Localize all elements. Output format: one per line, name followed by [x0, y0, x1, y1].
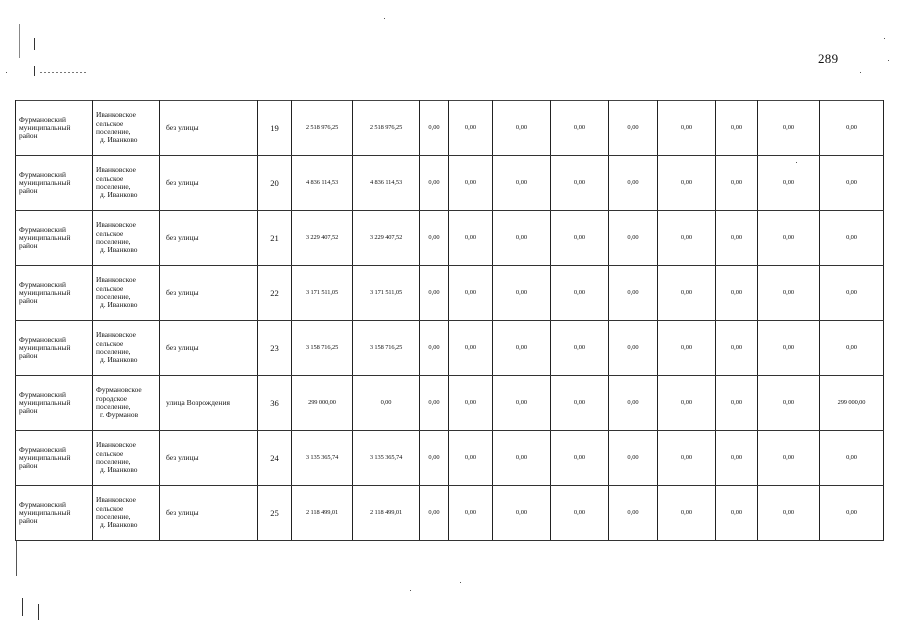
value-cell: 0,00: [609, 266, 658, 321]
district-line: муниципальный: [19, 177, 71, 187]
value-cell: 0,00: [551, 156, 609, 211]
value-cell: 0,00: [551, 101, 609, 156]
street-cell: без улицы: [160, 156, 258, 211]
value-cell: 0,00: [449, 101, 493, 156]
last-value-cell: 0,00: [820, 431, 884, 486]
last-value-cell: 0,00: [820, 101, 884, 156]
settlement-cell: [93, 156, 160, 211]
district-line: район: [19, 131, 38, 141]
settlement-line: Иванковское: [96, 110, 136, 120]
street-cell: без улицы: [160, 431, 258, 486]
table-row: [16, 101, 884, 156]
value-cell: 0,00: [449, 486, 493, 541]
value-cell: 0,00: [658, 431, 716, 486]
value-cell: 0,00: [493, 211, 551, 266]
value-cell: 0,00: [420, 156, 449, 211]
scan-mark: [16, 540, 17, 576]
district-line: район: [19, 516, 38, 526]
scan-dot: [888, 60, 889, 61]
total-cost-cell: 3 229 407,52: [292, 211, 353, 266]
value-cell: 0,00: [449, 376, 493, 431]
settlement-line: Иванковское: [96, 220, 136, 230]
settlement-cell: [93, 211, 160, 266]
last-value-cell: 0,00: [820, 211, 884, 266]
settlement-line: сельское: [96, 228, 124, 238]
district-line: район: [19, 241, 38, 251]
value-cell: 0,00: [449, 321, 493, 376]
settlement-cell: [93, 486, 160, 541]
settlement-line: поселение,: [96, 237, 131, 246]
settlement-line: Иванковское: [96, 165, 136, 175]
value-cell: 0,00: [420, 211, 449, 266]
district-line: район: [19, 186, 38, 196]
settlement-line: г. Фурманов: [100, 410, 139, 420]
last-value-cell: 0,00: [820, 486, 884, 541]
table-row: [16, 156, 884, 211]
total-cost-cell: 2 518 976,25: [292, 101, 353, 156]
value-cell: 0,00: [449, 156, 493, 211]
district-line: муниципальный: [19, 287, 71, 297]
value-cell: 0,00: [493, 431, 551, 486]
last-value-cell: 0,00: [820, 266, 884, 321]
value-cell: 0,00: [758, 431, 820, 486]
settlement-line: сельское: [96, 338, 124, 348]
district-cell: [16, 376, 93, 431]
settlement-line: поселение,: [96, 347, 131, 356]
settlement-line: д. Иванково: [100, 300, 138, 310]
settlement-line: поселение,: [96, 402, 131, 411]
settlement-line: сельское: [96, 448, 124, 458]
value-cell: 0,00: [609, 101, 658, 156]
street-cell: улица Возрождения: [160, 376, 258, 431]
district-line: муниципальный: [19, 232, 71, 242]
settlement-line: городское: [96, 393, 128, 403]
table-row: [16, 376, 884, 431]
settlement-line: сельское: [96, 118, 124, 128]
settlement-line: д. Иванково: [100, 245, 138, 255]
settlement-line: сельское: [96, 173, 124, 183]
amount-cell: 2 118 499,01: [353, 486, 420, 541]
value-cell: 0,00: [716, 101, 758, 156]
value-cell: 0,00: [716, 266, 758, 321]
value-cell: 0,00: [609, 486, 658, 541]
value-cell: 0,00: [551, 266, 609, 321]
amount-cell: 3 171 511,05: [353, 266, 420, 321]
table-row: [16, 431, 884, 486]
value-cell: 0,00: [493, 376, 551, 431]
settlement-line: поселение,: [96, 457, 131, 466]
settlement-line: сельское: [96, 283, 124, 293]
amount-cell: 3 135 365,74: [353, 431, 420, 486]
settlement-line: д. Иванково: [100, 355, 138, 365]
settlement-line: Иванковское: [96, 440, 136, 450]
table-row: [16, 266, 884, 321]
row-number-cell: 24: [258, 431, 292, 486]
value-cell: 0,00: [758, 266, 820, 321]
scan-mark: [38, 604, 39, 620]
street-cell: без улицы: [160, 266, 258, 321]
value-cell: 0,00: [716, 156, 758, 211]
last-value-cell: 299 000,00: [820, 376, 884, 431]
street-cell: без улицы: [160, 101, 258, 156]
value-cell: 0,00: [493, 156, 551, 211]
value-cell: 0,00: [420, 486, 449, 541]
row-number-cell: 36: [258, 376, 292, 431]
value-cell: 0,00: [716, 486, 758, 541]
district-cell: [16, 101, 93, 156]
scan-dot: [460, 582, 461, 583]
value-cell: 0,00: [449, 211, 493, 266]
district-line: Фурмановский: [19, 389, 66, 399]
value-cell: 0,00: [493, 101, 551, 156]
amount-cell: 3 229 407,52: [353, 211, 420, 266]
district-line: муниципальный: [19, 397, 71, 407]
district-line: муниципальный: [19, 452, 71, 462]
settlement-cell: [93, 266, 160, 321]
settlement-line: Фурмановское: [96, 385, 142, 395]
value-cell: 0,00: [609, 156, 658, 211]
value-cell: 0,00: [658, 266, 716, 321]
value-cell: 0,00: [551, 486, 609, 541]
row-number-cell: 21: [258, 211, 292, 266]
value-cell: 0,00: [493, 486, 551, 541]
district-line: район: [19, 296, 38, 306]
settlement-line: Иванковское: [96, 330, 136, 340]
amount-cell: 2 518 976,25: [353, 101, 420, 156]
settlement-line: поселение,: [96, 182, 131, 191]
district-line: район: [19, 406, 38, 416]
district-cell: [16, 321, 93, 376]
row-number-cell: 20: [258, 156, 292, 211]
district-line: район: [19, 461, 38, 471]
value-cell: 0,00: [551, 376, 609, 431]
total-cost-cell: 2 118 499,01: [292, 486, 353, 541]
district-cell: [16, 266, 93, 321]
district-line: муниципальный: [19, 342, 71, 352]
settlement-line: поселение,: [96, 292, 131, 301]
value-cell: 0,00: [551, 211, 609, 266]
value-cell: 0,00: [420, 376, 449, 431]
row-number-cell: 25: [258, 486, 292, 541]
district-line: район: [19, 351, 38, 361]
table-body: [16, 101, 884, 541]
value-cell: 0,00: [609, 431, 658, 486]
value-cell: 0,00: [658, 321, 716, 376]
value-cell: 0,00: [716, 376, 758, 431]
value-cell: 0,00: [758, 321, 820, 376]
value-cell: 0,00: [420, 431, 449, 486]
amount-cell: 3 158 716,25: [353, 321, 420, 376]
settlement-cell: [93, 321, 160, 376]
value-cell: 0,00: [658, 376, 716, 431]
scan-dot: [384, 18, 385, 19]
row-number-cell: 23: [258, 321, 292, 376]
value-cell: 0,00: [758, 211, 820, 266]
register-table: [15, 100, 884, 541]
district-line: Фурмановский: [19, 224, 66, 234]
row-number-cell: 22: [258, 266, 292, 321]
district-cell: [16, 211, 93, 266]
district-cell: [16, 156, 93, 211]
district-line: Фурмановский: [19, 499, 66, 509]
table-row: [16, 321, 884, 376]
total-cost-cell: 3 171 511,05: [292, 266, 353, 321]
district-line: Фурмановский: [19, 114, 66, 124]
scan-mark: [22, 598, 23, 616]
value-cell: 0,00: [420, 321, 449, 376]
scan-mark: [34, 38, 35, 50]
scan-dot: [860, 72, 861, 73]
settlement-cell: [93, 101, 160, 156]
value-cell: 0,00: [609, 211, 658, 266]
scan-dot: [410, 590, 411, 591]
value-cell: 0,00: [758, 156, 820, 211]
amount-cell: 4 836 114,53: [353, 156, 420, 211]
settlement-line: д. Иванково: [100, 190, 138, 200]
settlement-line: д. Иванково: [100, 135, 138, 145]
scan-mark: [34, 66, 35, 76]
value-cell: 0,00: [658, 101, 716, 156]
settlement-line: поселение,: [96, 127, 131, 136]
value-cell: 0,00: [449, 431, 493, 486]
value-cell: 0,00: [551, 431, 609, 486]
table-row: [16, 211, 884, 266]
value-cell: 0,00: [716, 431, 758, 486]
value-cell: 0,00: [716, 321, 758, 376]
settlement-line: Иванковское: [96, 495, 136, 505]
page-number: 289: [818, 51, 839, 66]
district-line: Фурмановский: [19, 279, 66, 289]
district-cell: [16, 431, 93, 486]
scan-dash: [40, 72, 86, 73]
district-line: муниципальный: [19, 122, 71, 132]
settlement-line: поселение,: [96, 512, 131, 521]
scan-dot: [6, 72, 7, 73]
district-line: Фурмановский: [19, 169, 66, 179]
scan-mark: [19, 24, 20, 58]
last-value-cell: 0,00: [820, 321, 884, 376]
last-value-cell: 0,00: [820, 156, 884, 211]
value-cell: 0,00: [493, 321, 551, 376]
value-cell: 0,00: [716, 211, 758, 266]
total-cost-cell: 4 836 114,53: [292, 156, 353, 211]
street-cell: без улицы: [160, 321, 258, 376]
value-cell: 0,00: [420, 101, 449, 156]
value-cell: 0,00: [658, 486, 716, 541]
table-row: [16, 486, 884, 541]
total-cost-cell: 3 135 365,74: [292, 431, 353, 486]
value-cell: 0,00: [609, 376, 658, 431]
settlement-line: д. Иванково: [100, 465, 138, 475]
value-cell: 0,00: [449, 266, 493, 321]
value-cell: 0,00: [658, 211, 716, 266]
value-cell: 0,00: [551, 321, 609, 376]
district-line: Фурмановский: [19, 334, 66, 344]
settlement-line: д. Иванково: [100, 520, 138, 530]
settlement-line: Иванковское: [96, 275, 136, 285]
value-cell: 0,00: [658, 156, 716, 211]
district-line: Фурмановский: [19, 444, 66, 454]
value-cell: 0,00: [420, 266, 449, 321]
value-cell: 0,00: [758, 486, 820, 541]
settlement-line: сельское: [96, 503, 124, 513]
settlement-cell: [93, 376, 160, 431]
total-cost-cell: 299 000,00: [292, 376, 353, 431]
street-cell: без улицы: [160, 486, 258, 541]
value-cell: 0,00: [609, 321, 658, 376]
settlement-cell: [93, 431, 160, 486]
district-cell: [16, 486, 93, 541]
row-number-cell: 19: [258, 101, 292, 156]
scan-dot: [884, 38, 885, 39]
street-cell: без улицы: [160, 211, 258, 266]
value-cell: 0,00: [758, 101, 820, 156]
amount-cell: 0,00: [353, 376, 420, 431]
total-cost-cell: 3 158 716,25: [292, 321, 353, 376]
value-cell: 0,00: [758, 376, 820, 431]
district-line: муниципальный: [19, 507, 71, 517]
value-cell: 0,00: [493, 266, 551, 321]
